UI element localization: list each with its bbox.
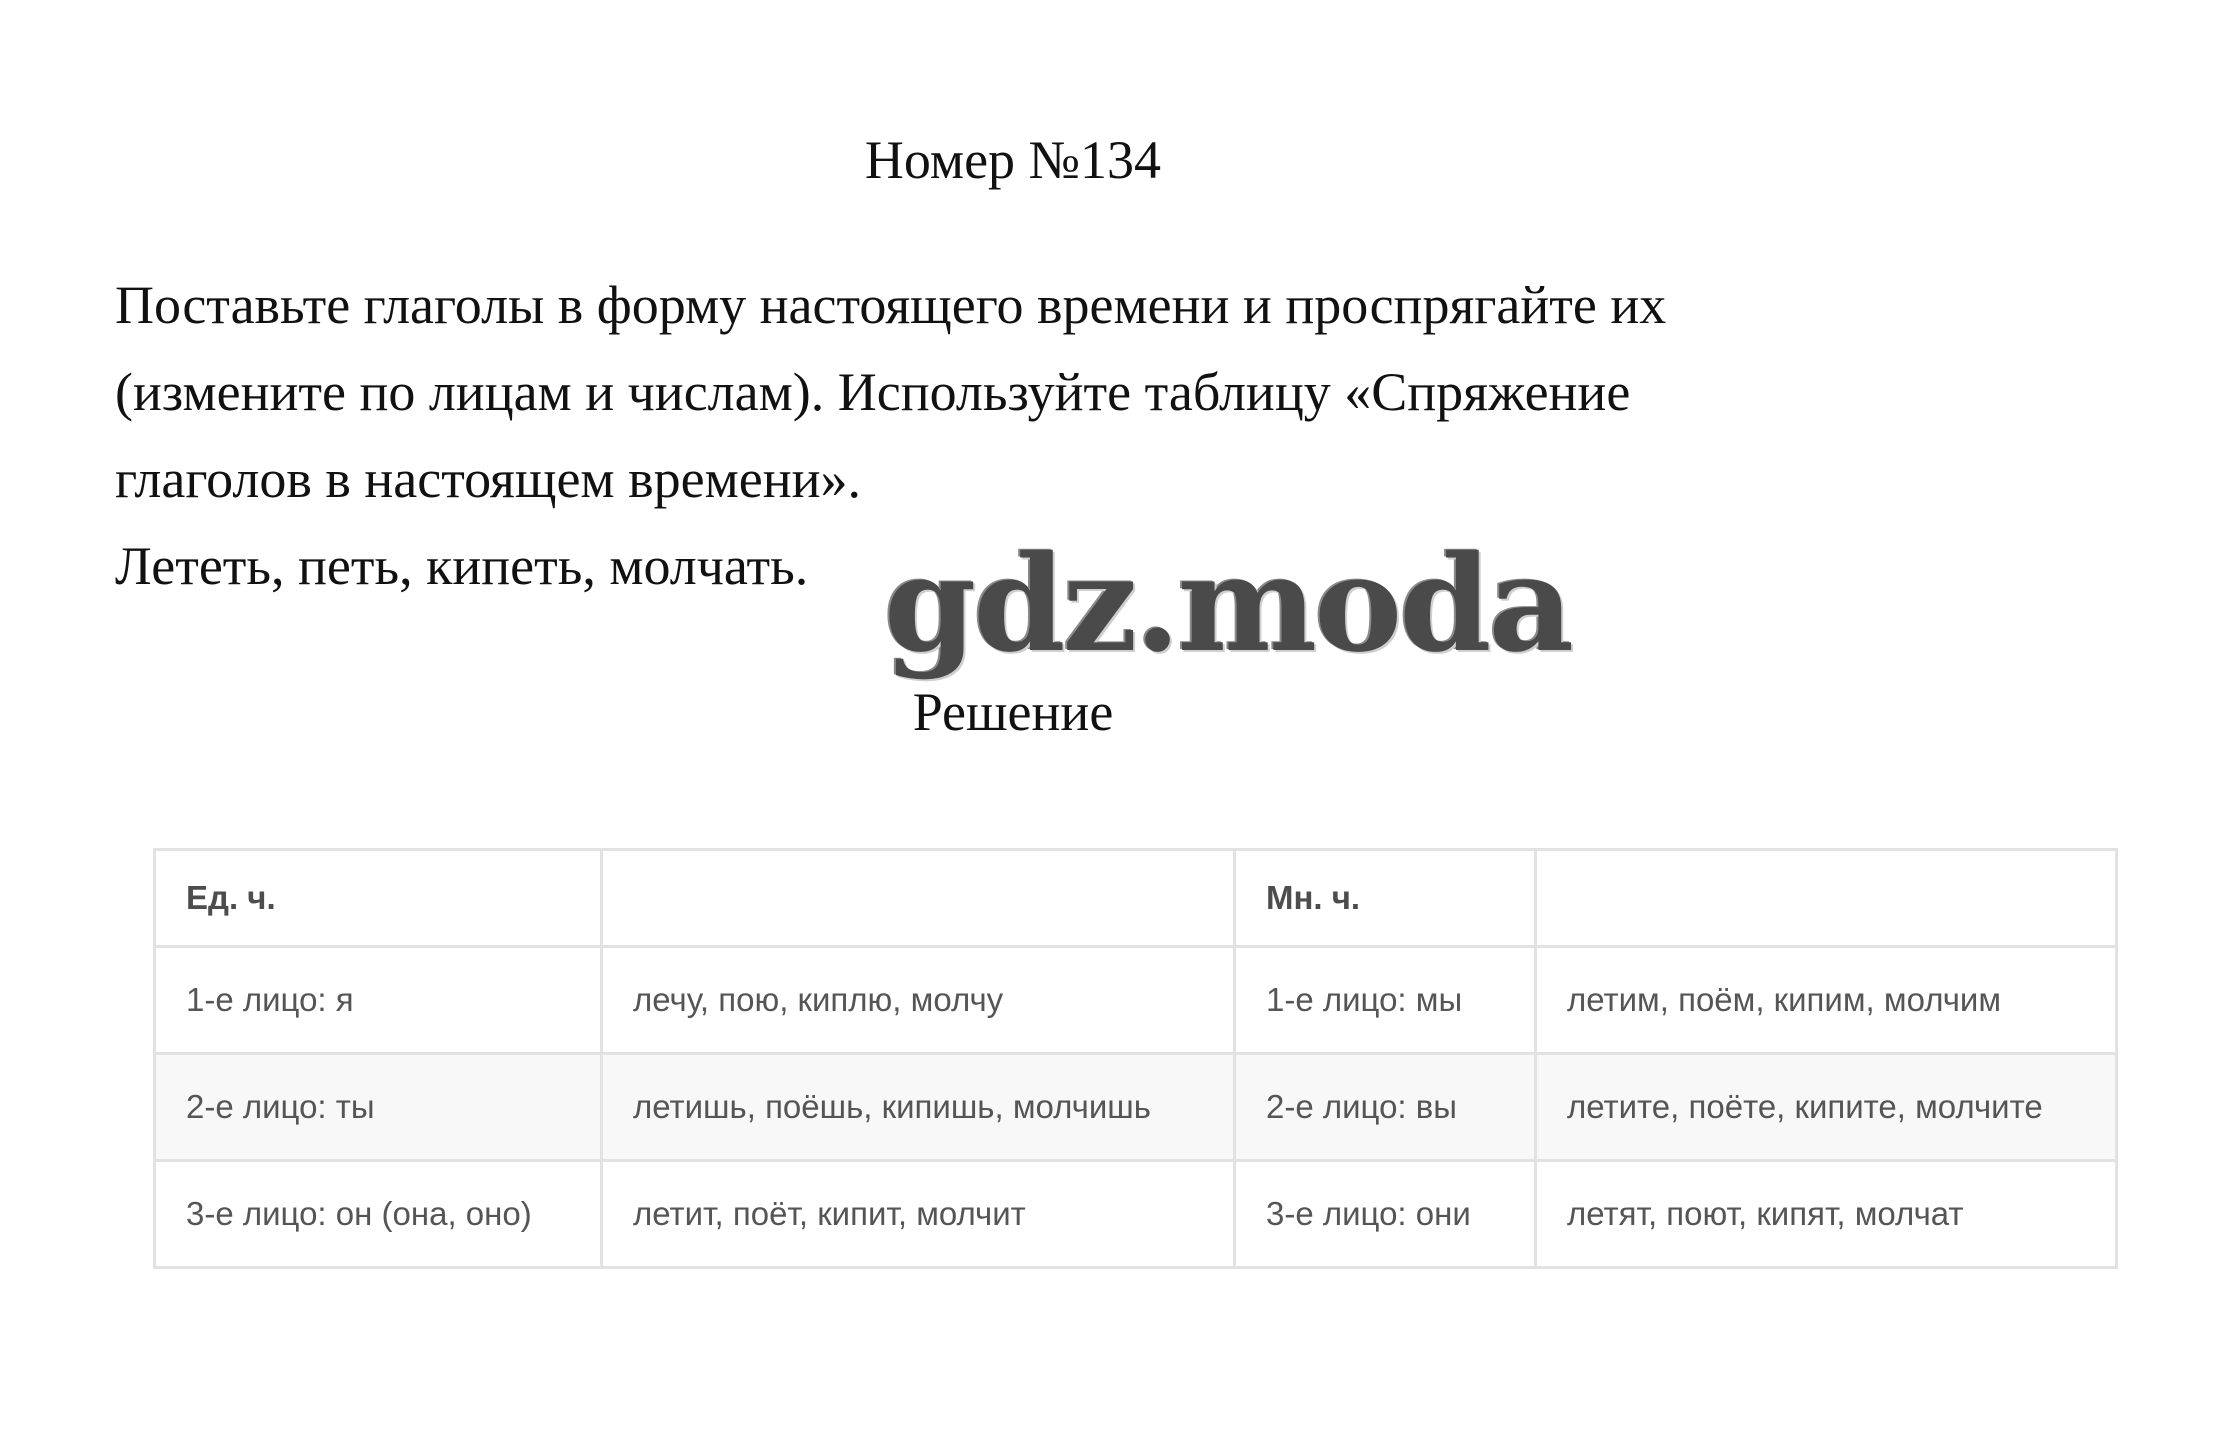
plural-forms-cell: летим, поём, кипим, молчим	[1536, 947, 2117, 1054]
watermark-logo: gdz.moda	[884, 527, 1572, 682]
conjugation-table	[153, 848, 2118, 1269]
header-empty	[1536, 850, 2117, 947]
task-line: Поставьте глаголы в форму настоящего времени и проспрягайте их	[115, 275, 1667, 335]
singular-person-cell: 3-е лицо: он (она, оно)	[155, 1161, 602, 1268]
table-header-row	[155, 850, 2117, 947]
task-line: глаголов в настоящем времени».	[115, 449, 862, 509]
singular-person-cell: 2-е лицо: ты	[155, 1054, 602, 1161]
task-line: (измените по лицам и числам). Используйте таблицу «Спряжение	[115, 362, 1631, 422]
plural-forms-cell: летите, поёте, кипите, молчите	[1536, 1054, 2117, 1161]
singular-person-cell: 1-е лицо: я	[155, 947, 602, 1054]
plural-person-cell: 2-е лицо: вы	[1235, 1054, 1536, 1161]
header-plural: Мн. ч.	[1235, 850, 1536, 947]
table-row	[155, 947, 2117, 1054]
header-empty	[602, 850, 1235, 947]
table-row	[155, 1054, 2117, 1161]
task-line: Лететь, петь, кипеть, молчать.	[115, 536, 809, 596]
plural-person-cell: 3-е лицо: они	[1235, 1161, 1536, 1268]
singular-forms-cell: лечу, пою, киплю, молчу	[602, 947, 1235, 1054]
singular-forms-cell: летит, поёт, кипит, молчит	[602, 1161, 1235, 1268]
plural-person-cell: 1-е лицо: мы	[1235, 947, 1536, 1054]
page-title: Номер №134	[864, 130, 1162, 190]
singular-forms-cell: летишь, поёшь, кипишь, молчишь	[602, 1054, 1235, 1161]
plural-forms-cell: летят, поют, кипят, молчат	[1536, 1161, 2117, 1268]
table-row	[155, 1161, 2117, 1268]
header-singular: Ед. ч.	[155, 850, 602, 947]
solution-title: Решение	[912, 682, 1114, 742]
